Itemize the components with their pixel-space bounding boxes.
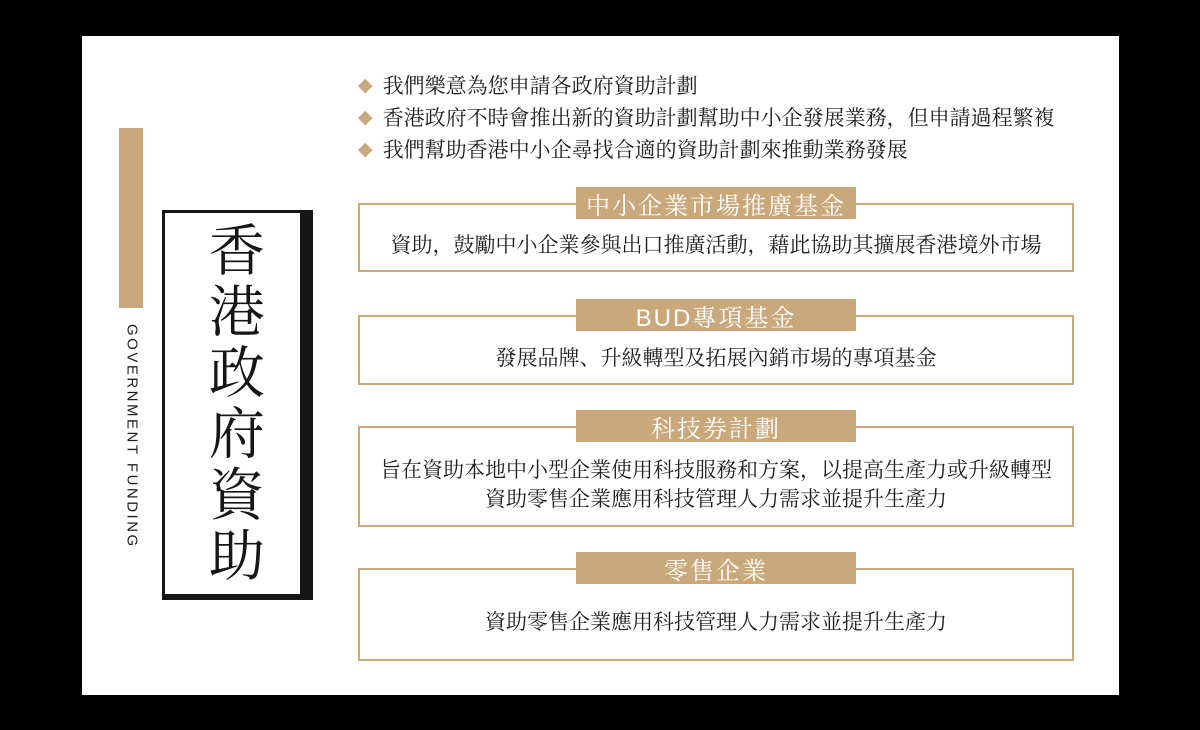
list-item — [358, 101, 1055, 133]
slide-panel — [82, 36, 1119, 695]
section-retail — [358, 552, 1074, 661]
diamond-icon: ◆ — [358, 74, 373, 96]
section-description: 發展品牌、升級轉型及拓展內銷市場的專項基金 — [495, 346, 937, 370]
page-title: 香港政府資助 — [201, 220, 265, 587]
section-tech-voucher — [358, 410, 1074, 527]
list-item — [358, 69, 1055, 101]
bullet-text: 我們樂意為您申請各政府資助計劃 — [382, 75, 698, 98]
section-bud-fund — [358, 299, 1074, 385]
list-item — [358, 133, 1055, 165]
eyebrow-vertical-label: GOVERNMENT FUNDING — [123, 324, 141, 549]
bullet-text: 香港政府不時會推出新的資助計劃幫助中小企發展業務，但申請過程繁複 — [382, 107, 1055, 130]
diamond-icon: ◆ — [358, 138, 373, 160]
section-description: 資助零售企業應用科技管理人力需求並提升生產力 — [485, 611, 947, 634]
section-title-banner: 中小企業市場推廣基金 — [576, 187, 856, 219]
accent-bar — [119, 128, 143, 308]
bullet-text: 我們幫助香港中小企尋找合適的資助計劃來推動業務發展 — [382, 139, 908, 162]
section-description: 資助零售企業應用科技管理人力需求並提升生產力 — [485, 487, 947, 511]
section-title-banner: 零售企業 — [576, 552, 856, 584]
section-title-banner: 科技券計劃 — [576, 410, 856, 442]
diamond-icon: ◆ — [358, 106, 373, 128]
intro-bullet-list — [358, 69, 1055, 165]
section-description: 旨在資助本地中小型企業使用科技服務和方案，以提高生產力或升級轉型 — [380, 458, 1052, 482]
section-description: 資助，鼓勵中小企業參與出口推廣活動，藉此協助其擴展香港境外市場 — [390, 234, 1042, 257]
title-box — [162, 210, 313, 600]
section-sme-export-fund — [358, 187, 1074, 272]
section-title-banner: BUD專項基金 — [576, 299, 856, 331]
